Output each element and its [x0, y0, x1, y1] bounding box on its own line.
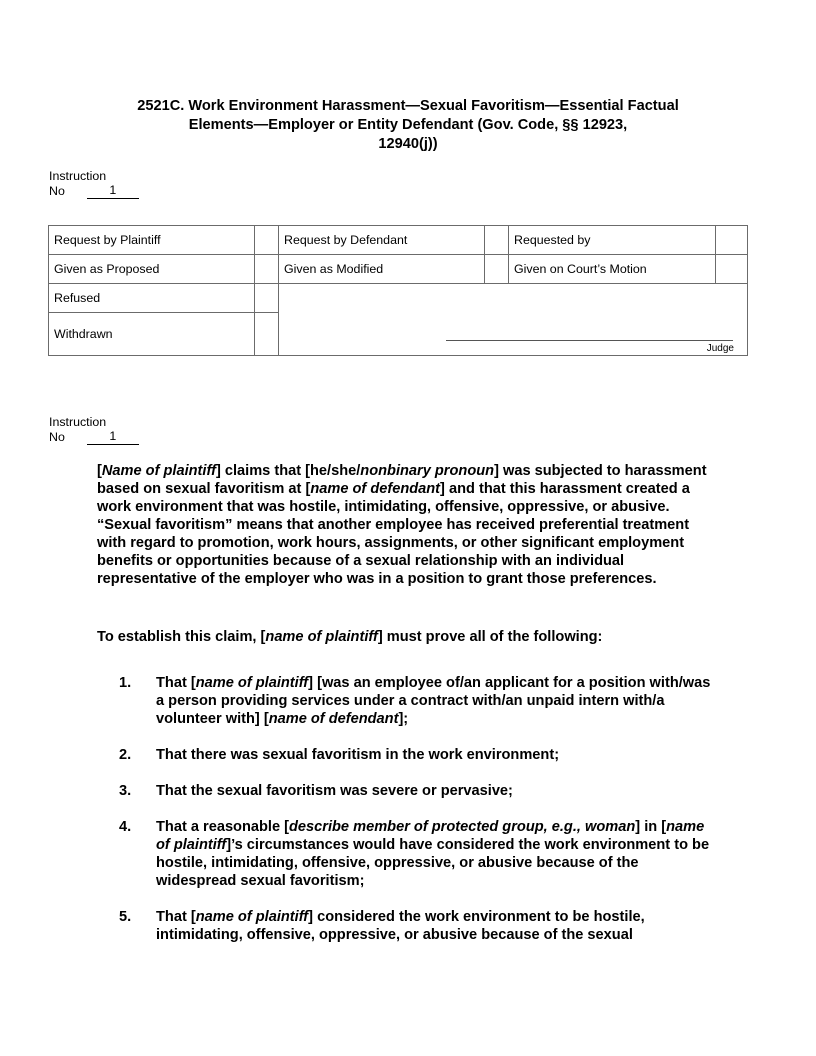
given-as-proposed-label: Given as Proposed — [49, 255, 255, 284]
text-run: That [ — [156, 675, 196, 691]
page-title — [100, 97, 716, 154]
given-on-courts-motion-label: Given on Court’s Motion — [509, 255, 716, 284]
list-item-text: That there was sexual favoritism in the work environment; — [156, 747, 560, 763]
title-line-3: 12940(j)) — [378, 136, 438, 152]
placeholder-name-of-plaintiff: Name of plaintiff — [101, 463, 216, 479]
text-run: That a reasonable [ — [156, 819, 290, 835]
title-line-2: Elements—Employer or Entity Defendant (Gov. Code, §§ 12923, — [188, 117, 628, 133]
instruction-no-value: 1 — [87, 184, 139, 199]
instruction-label: Instruction — [49, 169, 107, 183]
placeholder-name-of-plaintiff: name of plaintiff — [156, 819, 705, 853]
text-run: ] considered the work environment to be hostile, intimidating, offensive, oppressive, or abusive because of the sexual — [156, 909, 645, 943]
instruction-no-label: No — [49, 184, 65, 198]
list-item — [97, 908, 717, 944]
list-item-number: 3. — [119, 783, 132, 799]
text-run: ] claims that [he/she/ — [215, 463, 361, 479]
text-run: [ — [97, 463, 102, 479]
withdrawn-label: Withdrawn — [49, 313, 255, 356]
text-run: ] must prove all of the following: — [377, 629, 603, 645]
instruction-label: Instruction — [49, 415, 107, 429]
list-item-number: 5. — [119, 909, 132, 925]
text-run: ]; — [398, 711, 409, 727]
list-item-number: 4. — [119, 819, 132, 835]
instruction-body-number-header — [49, 415, 139, 445]
list-item — [97, 746, 717, 764]
refused-label: Refused — [49, 284, 255, 313]
list-item-text: That the sexual favoritism was severe or pervasive; — [156, 783, 513, 799]
elements-list — [97, 674, 717, 962]
title-line-1: 2521C. Work Environment Harassment—Sexual Favoritism—Essential Factual — [137, 98, 679, 114]
request-by-plaintiff-label: Request by Plaintiff — [49, 226, 255, 255]
list-item — [97, 674, 717, 728]
given-on-courts-motion-checkbox[interactable] — [716, 255, 748, 284]
request-by-defendant-checkbox[interactable] — [485, 226, 509, 255]
placeholder-protected-group: describe member of protected group, e.g., woman — [289, 819, 636, 835]
list-item — [97, 782, 717, 800]
instruction-no-label: No — [49, 430, 65, 444]
withdrawn-checkbox[interactable] — [255, 313, 279, 356]
text-run: ]’s circumstances would have considered the work environment to be hostile, intimidating, offensive, oppressive, or abusive because of the widespread sexual favoritism; — [156, 837, 710, 889]
given-as-proposed-checkbox[interactable] — [255, 255, 279, 284]
request-by-defendant-label: Request by Defendant — [279, 226, 485, 255]
list-item — [97, 818, 717, 890]
judge-signature-area — [279, 284, 748, 356]
request-status-table — [48, 225, 748, 356]
text-run: ] and that this harassment created a work environment that was hostile, intimidating, offensive, oppressive, or abusive. “Sexual favoritism” means that another employee has received preferential treatment with regard to promotion, work hours, assignments, or other significant employment benefits or opportunities because of a sexual relationship with an individual representative of the employer who was in a position to grant those preferences. — [97, 481, 690, 587]
list-item-text — [156, 674, 717, 728]
claim-paragraph — [97, 462, 717, 588]
placeholder-name-of-plaintiff: name of plaintiff — [195, 675, 309, 691]
list-item-number: 2. — [119, 747, 132, 763]
text-run: ] was subjected to harassment based on sexual favoritism at [ — [97, 463, 707, 497]
text-run: ] in [ — [635, 819, 667, 835]
judge-signature-line[interactable] — [446, 340, 733, 341]
list-item-text — [156, 908, 717, 944]
placeholder-name-of-defendant: name of defendant — [310, 481, 441, 497]
text-run: ] [was an employee of/an applicant for a position with/was a person providing services under a contract with/an unpaid intern with/a volunteer with] [ — [156, 675, 711, 727]
placeholder-name-of-plaintiff: name of plaintiff — [265, 629, 378, 645]
instruction-number-header — [49, 169, 139, 199]
judge-label: Judge — [706, 343, 734, 354]
given-as-modified-label: Given as Modified — [279, 255, 485, 284]
text-run: That [ — [156, 909, 196, 925]
placeholder-name-of-defendant: name of defendant — [268, 711, 399, 727]
request-by-plaintiff-checkbox[interactable] — [255, 226, 279, 255]
list-item-number: 1. — [119, 675, 132, 691]
requested-by-label: Requested by — [509, 226, 716, 255]
text-run: To establish this claim, [ — [97, 629, 266, 645]
requested-by-checkbox[interactable] — [716, 226, 748, 255]
placeholder-name-of-plaintiff: name of plaintiff — [195, 909, 309, 925]
refused-checkbox[interactable] — [255, 284, 279, 313]
establish-claim-paragraph — [97, 628, 717, 646]
instruction-no-value: 1 — [87, 430, 139, 445]
placeholder-nonbinary-pronoun: nonbinary pronoun — [360, 463, 495, 479]
given-as-modified-checkbox[interactable] — [485, 255, 509, 284]
list-item-text — [156, 818, 717, 890]
